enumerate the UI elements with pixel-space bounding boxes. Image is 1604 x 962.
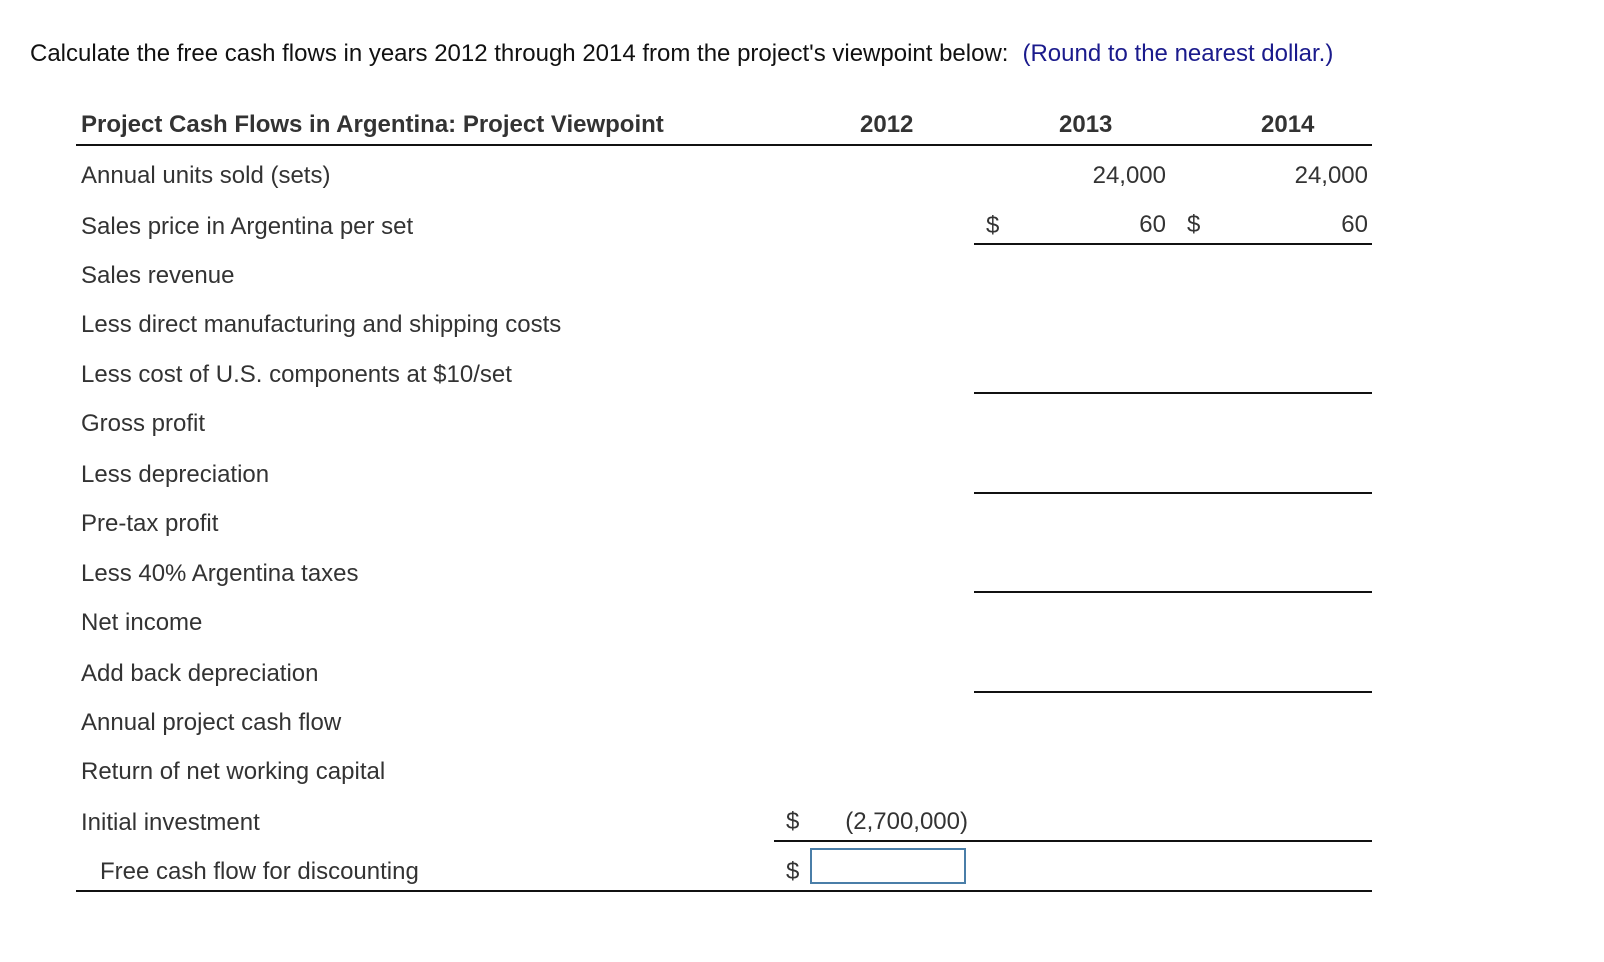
row-label-pretax-profit: Pre-tax profit	[81, 510, 219, 537]
price-2014-value: 60	[1341, 211, 1368, 238]
table-title: Project Cash Flows in Argentina: Project Viewpoint	[81, 111, 664, 138]
rounding-hint: (Round to the nearest dollar.)	[1022, 40, 1334, 67]
currency-symbol-price-2013: $	[986, 212, 1000, 239]
row-label-direct-costs: Less direct manufacturing and shipping costs	[81, 311, 562, 338]
units-2014-value: 24,000	[1294, 162, 1368, 189]
row-label-sales-price: Sales price in Argentina per set	[81, 213, 414, 240]
row-label-taxes: Less 40% Argentina taxes	[81, 560, 359, 587]
sales-price-underline	[974, 243, 1372, 245]
column-header-2012: 2012	[860, 111, 914, 138]
row-label-less-depreciation: Less depreciation	[81, 461, 270, 488]
components-underline	[974, 392, 1372, 394]
row-label-add-back-depreciation: Add back depreciation	[81, 660, 319, 687]
row-label-annual-cash-flow: Annual project cash flow	[81, 709, 342, 736]
units-2013-value: 24,000	[1092, 162, 1166, 189]
column-header-2014: 2014	[1261, 111, 1315, 138]
row-label-return-nwc: Return of net working capital	[81, 758, 386, 785]
header-divider	[76, 144, 1372, 146]
instruction-text: Calculate the free cash flows in years 2012 through 2014 from the project's viewpoint below:	[30, 40, 1009, 67]
initial-investment-2012-value: (2,700,000)	[845, 808, 968, 835]
taxes-underline	[974, 591, 1372, 593]
column-header-2013: 2013	[1059, 111, 1113, 138]
row-label-gross-profit: Gross profit	[81, 410, 206, 437]
currency-symbol-investment-2012: $	[786, 808, 800, 835]
price-2013-value: 60	[1139, 211, 1166, 238]
row-label-net-income: Net income	[81, 609, 203, 636]
row-label-annual-units: Annual units sold (sets)	[81, 162, 331, 189]
currency-symbol-fcf-2012: $	[786, 858, 800, 885]
investment-underline	[774, 840, 1372, 842]
row-label-sales-revenue: Sales revenue	[81, 262, 235, 289]
free-cash-flow-2012-input[interactable]	[810, 848, 966, 884]
row-label-us-components: Less cost of U.S. components at $10/set	[81, 361, 512, 388]
row-label-initial-investment: Initial investment	[81, 809, 260, 836]
row-label-free-cash-flow: Free cash flow for discounting	[100, 858, 419, 885]
add-back-underline	[974, 691, 1372, 693]
depreciation-underline	[974, 492, 1372, 494]
instruction	[30, 40, 1333, 68]
table-bottom-border	[76, 890, 1372, 892]
currency-symbol-price-2014: $	[1187, 211, 1201, 238]
